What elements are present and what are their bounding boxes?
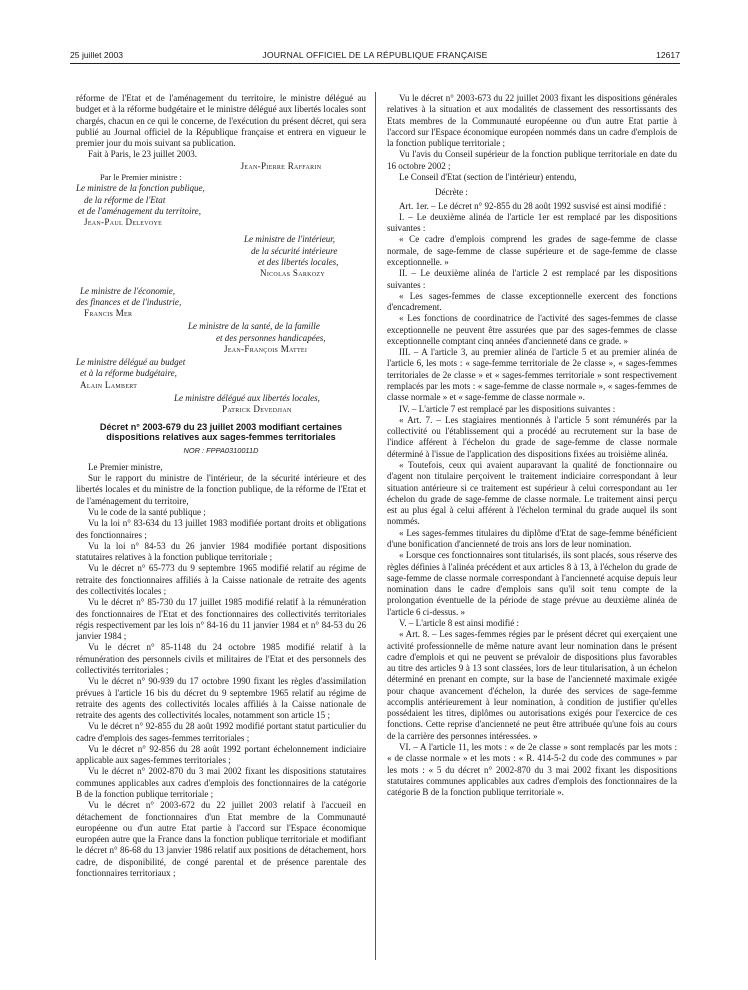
by-prime-minister: Par le Premier ministre : [100, 172, 182, 182]
page-number: 12617 [656, 50, 680, 60]
minister-6-name: Patrick Devedjian [222, 404, 292, 415]
visa-12: Vu le décret n° 2003-673 du 22 juillet 2003 fixant les dispositions générales relatives à la situation et aux modalités de classement des ressortissants des Etats membres de la Communauté européenne ou d'un autre Etat partie à l'accord sur l'Espace économique européen nommés dans un cadre d'emplois de la fonction publique territoriale ; [387, 93, 677, 149]
visa-2: Vu la loi n° 83-634 du 13 juillet 1983 modifiée portant droits et obligations des fonctionnaires ; [76, 518, 366, 540]
visa-1: Vu le code de la santé publique ; [88, 507, 206, 517]
decree-title: Décret n° 2003-679 du 23 juillet 2003 modifiant certaines dispositions relatives aux sages-femmes territoriales [99, 421, 343, 443]
minister-5-name: Alain Lambert [80, 379, 138, 390]
minister-4-name: Jean-François Mattei [224, 343, 308, 354]
section-i-quote: « Ce cadre d'emplois comprend les grades de sage-femme de classe normale, de sage-femme de classe supérieure et de sage-femme de classe exceptionnelle. » [387, 234, 677, 267]
council-of-state: Le Conseil d'Etat (section de l'intérieur) entendu, [399, 171, 577, 182]
article-7-para-4: « Lorsque ces fonctionnaires sont titularisés, ils sont placés, sous réserve des règles définies à l'alinéa précédent et aux articles 8 à 13, à l'échelon du grade de sage-femme de classe normale correspondant à l'ancienneté acquise depuis leur nomination dans le cadre d'emplois sans qu'il soit tenu compte de la prolongation éventuelle de la période de stage prévue au deuxième alinéa de l'article 6 ci-dessus. » [387, 550, 677, 617]
visa-9: Vu le décret n° 92-856 du 28 août 1992 portant échelonnement indiciaire applicable aux sages-femmes territoriales ; [76, 743, 366, 766]
column-divider [375, 92, 376, 960]
signature-date: Fait à Paris, le 23 juillet 2003. [88, 149, 198, 160]
nor-reference: NOR : FPPA0310011D [183, 445, 259, 455]
journal-title: JOURNAL OFFICIEL DE LA RÉPUBLIQUE FRANÇAISE [262, 50, 488, 60]
section-ii: II. – Le deuxième alinéa de l'article 2 est remplacé par les dispositions suivantes : [387, 268, 677, 290]
prime-minister-line: Le Premier ministre, [88, 461, 163, 472]
visa-6: Vu le décret n° 85-1148 du 24 octobre 1985 modifié relatif à la rémunération des personnels civils et militaires de l'Etat et des personnels des collectivités territoriales ; [76, 642, 366, 675]
visa-11: Vu le décret n° 2003-672 du 22 juillet 2003 relatif à l'accueil en détachement de fonctionnaires d'un Etat membre de la Communauté européenne ou d'un autre Etat partie à l'accord sur l'Espace économique européen autre que la France dans la fonction publique territoriale et modifiant le décret n° 86-68 du 13 janvier 1986 relatif aux positions de détachement, hors cadre, de disponibilité, de congé parental et de présence parentale des fonctionnaires territoriaux ; [76, 800, 366, 878]
minister-6-title-1: Le ministre délégué aux libertés locales, [174, 393, 320, 404]
header-rule [70, 63, 680, 64]
article-8: « Art. 8. – Les sages-femmes régies par le présent décret qui exerçaient une activité professionnelle de même nature avant leur nomination dans le présent cadre d'emplois et qui ne peuvent se prévaloir de dispositions plus favorables au titre des articles 9 à 13 sont classées, lors de leur titularisation, à un échelon déterminé en prenant en compte, sur la base de l'ancienneté maximale exigée pour chaque avancement d'échelon, la durée des services de sage-femme accomplis antérieurement à leur nomination, à condition de justifier qu'elles possédaient les titres, diplômes ou autorisations exigés pour l'exercice de ces fonctions. Cette reprise d'ancienneté ne peut être attribuée qu'une fois au cours de la carrière des personnes intéressées. » [387, 629, 677, 741]
article-7-para-3: « Les sages-femmes titulaires du diplôme d'Etat de sage-femme bénéficient d'une bonification d'ancienneté de trois ans lors de leur nomination. [387, 527, 677, 549]
page-header [70, 50, 680, 64]
closing-paragraph: réforme de l'Etat et de l'aménagement du territoire, le ministre délégué au budget et à la réforme budgétaire et le ministre délégué aux libertés locales sont chargés, chacun en ce qui le concerne, de l'exécution du présent décret, qui sera publié au Journal officiel de la République française et entrera en vigueur le premier jour du mois suivant sa publication. [76, 93, 366, 149]
section-iv: IV. – L'article 7 est remplacé par les dispositions suivantes : [399, 403, 616, 414]
right-column [387, 93, 677, 798]
minister-2-title-3: et des libertés locales, [258, 256, 339, 267]
section-ii-quote-1: « Les sages-femmes de classe exceptionnelle exercent des fonctions d'encadrement. [387, 290, 677, 313]
minister-2-name: Nicolas Sarkozy [260, 268, 325, 279]
article-1: Art. 1er. – Le décret n° 92-855 du 28 août 1992 susvisé est ainsi modifié : [399, 200, 667, 211]
visa-5: Vu le décret n° 85-730 du 17 juillet 1985 modifié relatif à la rémunération des fonctionnaires de l'Etat et des fonctionnaires des collectivités territoriales régis respectivement par les lois n° 84-16 du 11 janvier 1984 et n° 84-53 du 26 janvier 1984 ; [76, 597, 366, 642]
visa-10: Vu le décret n° 2002-870 du 3 mai 2002 fixant les dispositions statutaires communes applicables aux cadres d'emplois des fonctionnaires de la catégorie B de la fonction publique territoriale ; [76, 766, 366, 800]
minister-1-title-3: et de l'aménagement du territoire, [78, 205, 201, 216]
visa-7: Vu le décret n° 90-939 du 17 octobre 1990 fixant les règles d'assimilation prévues à l'article 16 bis du décret du 9 septembre 1965 relatif au régime de retraite des agents des collectivités locales affiliés à la Caisse nationale de retraite des agents des collectivités locales, notamment son article 15 ; [76, 676, 366, 721]
visa-13: Vu l'avis du Conseil supérieur de la fonction publique territoriale en date du 16 octobre 2002 ; [387, 149, 677, 171]
minister-4-title-1: Le ministre de la santé, de la famille [188, 321, 320, 332]
minister-2-title-1: Le ministre de l'intérieur, [244, 234, 336, 245]
section-ii-quote-2: « Les fonctions de coordinatrice de l'activité des sages-femmes de classe exceptionnelle ne peuvent être assurées que par des sages-femmes de classe exceptionnelle comptant cinq années d'ancienneté dans ce grade. » [387, 313, 677, 346]
left-column [76, 93, 366, 879]
minister-1-name: Jean-Paul Delevoye [84, 217, 163, 228]
report-paragraph: Sur le rapport du ministre de l'intérieur, de la sécurité intérieure et des libertés locales et du ministre de la fonction publique, de la réforme de l'Etat et de l'aménagement du territoire, [76, 473, 366, 506]
visa-3: Vu la loi n° 84-53 du 26 janvier 1984 modifiée portant dispositions statutaires relatives à la fonction publique territoriale ; [76, 540, 366, 563]
section-vi: VI. – A l'article 11, les mots : « de 2e classe » sont remplacés par les mots : « de classe normale » et les mots : « R. 414-5-2 du code des communes » par les mots : « 5 du décret n° 2002-870 du 3 mai 2002 fixant les dispositions statutaires communes applicables aux cadres d'emplois des fonctionnaires de la catégorie B de la fonction publique territoriale ». [387, 742, 677, 798]
visa-8: Vu le décret n° 92-855 du 28 août 1992 modifié portant statut particulier du cadre d'emplois des sages-femmes territoriales ; [76, 721, 366, 743]
decrete: Décrète : [435, 187, 468, 198]
minister-1-title-2: de la réforme de l'Etat [84, 194, 166, 205]
section-v: V. – L'article 8 est ainsi modifié : [399, 617, 520, 628]
minister-3-name: Francis Mer [84, 308, 133, 319]
minister-1-title-1: Le ministre de la fonction publique, [76, 183, 205, 194]
article-7-para-2: « Toutefois, ceux qui avaient auparavant la qualité de fonctionnaire ou d'agent non titulaire perçoivent le traitement indiciaire correspondant à leur situation antérieure si ce traitement est supérieur à celui correspondant au 1er échelon du grade de sage-femme de classe normale. Le traitement ainsi perçu est au plus égal à celui afférent à l'échelon terminal du grade auquel ils sont nommés. [387, 460, 677, 527]
minister-5-title-2: et à la réforme budgétaire, [80, 368, 177, 379]
minister-5-title-1: Le ministre délégué au budget [76, 357, 186, 368]
header-date: 25 juillet 2003 [70, 50, 124, 60]
article-7-para-1: « Art. 7. – Les stagiaires mentionnés à l'article 5 sont rémunérés par la collectivité ou l'établissement qui a procédé au recrutement sur la base de l'indice afférent à l'échelon du grade de sage-femme de classe normale déterminé à l'issue de l'application des dispositions fixées au troisième alinéa. [387, 414, 677, 459]
signature-prime-minister: Jean-Pierre Raffarin [240, 160, 322, 171]
minister-2-title-2: de la sécurité intérieure [251, 245, 338, 256]
minister-3-title-1: Le ministre de l'économie, [80, 285, 176, 296]
minister-4-title-2: et des personnes handicapées, [216, 332, 326, 343]
minister-3-title-2: des finances et de l'industrie, [76, 296, 182, 307]
visa-4: Vu le décret n° 65-773 du 9 septembre 1965 modifié relatif au régime de retraite des fonctionnaires affiliés à la Caisse nationale de retraite des agents des collectivités locales ; [76, 563, 366, 596]
section-iii: III. – A l'article 3, au premier alinéa de l'article 5 et au premier alinéa de l'article 6, les mots : « sage-femme territoriale de 2e classe », « sages-femmes territoriales de 2e classe » et « sages-femmes territoriale » sont respectivement remplacés par les mots : « sage-femme de classe normale », « sages-femmes de classe normale » et « sage-femme de classe normale ». [387, 347, 677, 403]
section-i: I. – Le deuxième alinéa de l'article 1er est remplacé par les dispositions suivantes : [387, 211, 677, 234]
